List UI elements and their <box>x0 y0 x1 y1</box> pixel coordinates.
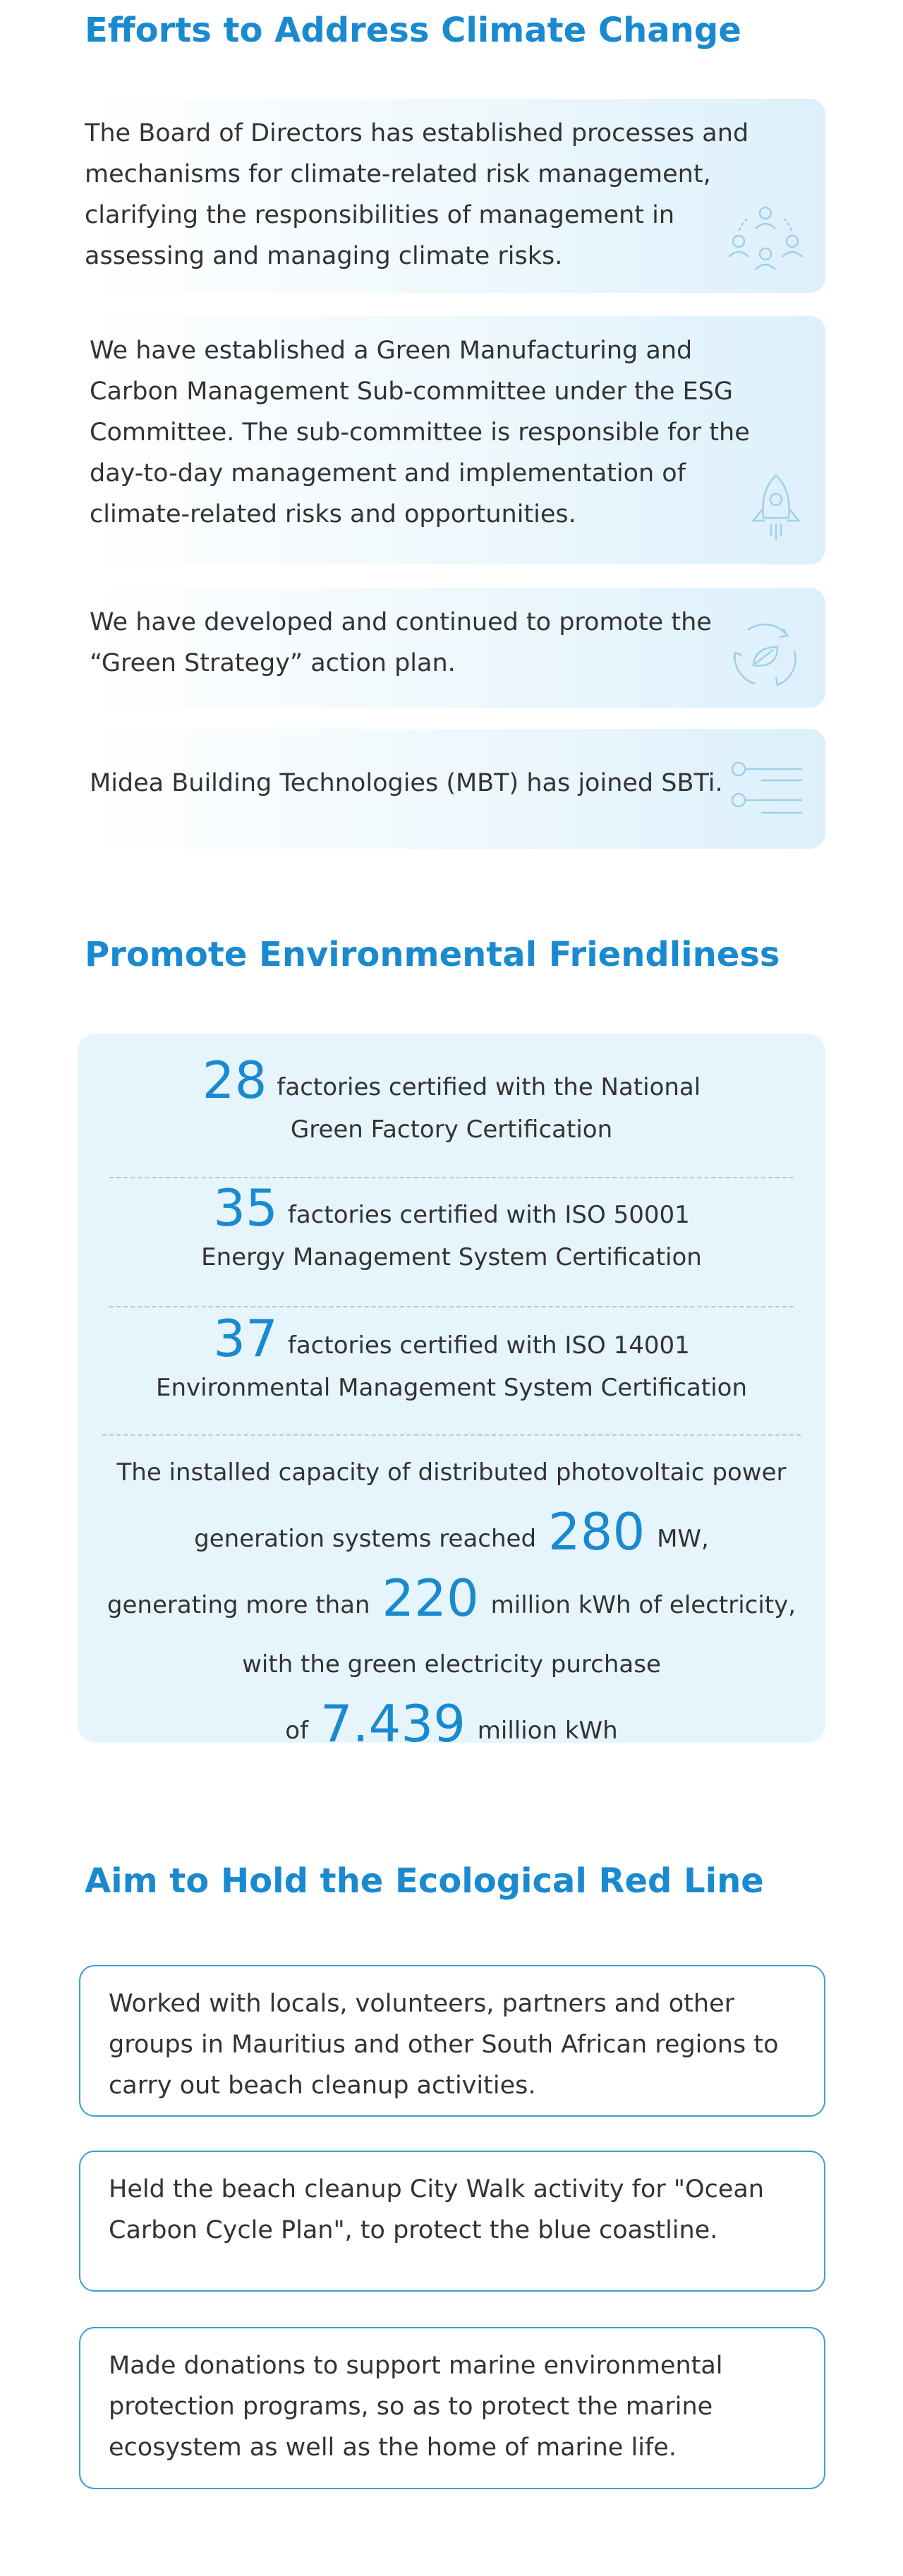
recycle-leaf-icon <box>727 616 804 690</box>
climate-card-board <box>81 99 825 293</box>
divider <box>109 1177 794 1178</box>
pv-text: generating more than <box>107 1591 370 1619</box>
stat-label: factories certified with ISO 50001 <box>287 1201 690 1229</box>
ecology-card-text: Held the beach cleanup City Walk activity for "Ocean Carbon Cycle Plan", to protect the blue coastline. <box>109 2175 764 2244</box>
stat-label: factories certified with the National <box>277 1073 701 1101</box>
climate-card-green-strategy <box>81 588 825 708</box>
pv-purchase-number: 7.439 <box>320 1694 466 1753</box>
stat-iso-14001 <box>78 1309 825 1409</box>
pv-text: of <box>285 1717 309 1745</box>
stat-label: factories certified with ISO 14001 <box>287 1331 690 1360</box>
climate-card-text: We have developed and continued to promote the “Green Strategy” action plan. <box>90 608 712 677</box>
pv-text: million kWh of electricity, <box>490 1591 796 1619</box>
pv-text: generation systems reached <box>194 1525 537 1553</box>
climate-card-text: The Board of Directors has established processes and mechanisms for climate-related risk management, clarifying the responsibilities of management in assessing and managing climate risks. <box>85 119 749 270</box>
ecology-section-title: Aim to Hold the Ecological Red Line <box>85 1861 764 1901</box>
climate-card-text: Midea Building Technologies (MBT) has joined SBTi. <box>90 769 723 797</box>
stat-photovoltaic <box>78 1443 825 1760</box>
ecology-card-text: Made donations to support marine environmental protection programs, so as to protect the marine ecosystem as well as the home of marine life. <box>109 2352 723 2462</box>
ecology-card-donations <box>79 2327 825 2489</box>
climate-card-subcommittee <box>81 316 825 564</box>
climate-card-sbti <box>81 729 825 849</box>
stat-label: Green Factory Certification <box>290 1115 613 1144</box>
pv-line: with the green electricity purchase <box>242 1650 661 1679</box>
stat-label: Environmental Management System Certification <box>155 1374 748 1402</box>
climate-section-title: Efforts to Address Climate Change <box>85 11 741 50</box>
stat-label: Energy Management System Certification <box>201 1243 702 1271</box>
pv-generation-number: 220 <box>382 1568 479 1628</box>
environment-stats-panel <box>78 1034 825 1753</box>
climate-card-text: We have established a Green Manufacturing and Carbon Management Sub-committee under the ESG Committee. The sub-committee is responsible for the day-to-day management and implementation of climate-related risks and opportunities. <box>90 337 750 528</box>
divider <box>109 1306 794 1307</box>
ecology-card-text: Worked with locals, volunteers, partners and other groups in Mauritius and other South African regions to carry out beach cleanup activities. <box>109 1990 779 2100</box>
divider <box>102 1434 801 1436</box>
ecology-card-city-walk <box>79 2151 825 2292</box>
stat-green-factory <box>78 1051 825 1151</box>
pv-unit: million kWh <box>477 1717 618 1745</box>
rocket-icon <box>744 471 808 549</box>
stat-number: 28 <box>202 1051 267 1110</box>
pv-unit: MW, <box>657 1525 709 1553</box>
pv-capacity-number: 280 <box>547 1502 646 1561</box>
stat-number: 37 <box>213 1309 278 1368</box>
ecology-card-beach-cleanup <box>79 1965 825 2117</box>
stat-iso-50001 <box>78 1178 825 1278</box>
pv-line: The installed capacity of distributed photovoltaic power <box>116 1458 787 1487</box>
people-network-icon <box>723 198 808 279</box>
stat-number: 35 <box>213 1178 278 1238</box>
environment-section-title: Promote Environmental Friendliness <box>85 935 780 974</box>
toggle-list-icon <box>730 761 808 824</box>
